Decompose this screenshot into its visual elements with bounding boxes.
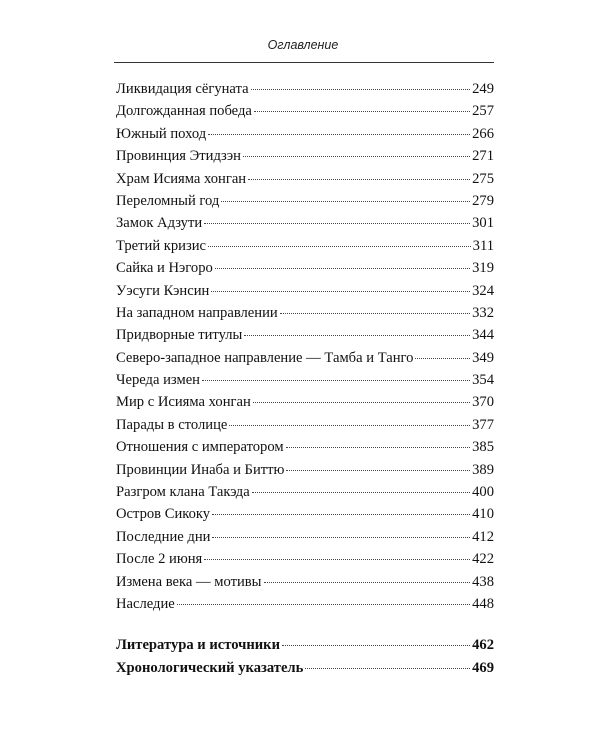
toc-entry [116,257,494,279]
dot-leader [244,334,470,336]
dot-leader [415,357,470,359]
toc-entry-title: Литература и источники [116,637,281,654]
toc-entry-title: Хронологический указатель [116,659,304,676]
toc-entry-page: 448 [472,595,494,612]
toc-entry-title: Остров Сикоку [116,506,211,523]
toc-entry [116,503,494,525]
toc-entry [116,212,494,234]
toc-entry [116,548,494,570]
dot-leader [282,644,470,646]
dot-leader [212,513,470,515]
running-header: Оглавление [267,38,339,52]
toc-entry [116,100,494,122]
toc-entry [116,414,494,436]
toc-entry-page: 400 [472,484,494,501]
toc-entry [116,481,494,503]
dot-leader [202,379,470,381]
toc-entry-page: 249 [472,81,494,97]
toc-entry-title: Разгром клана Такэда [116,484,250,501]
toc-entry-page: 422 [472,551,494,568]
dot-leader [251,88,471,90]
dot-leader [204,222,470,224]
toc-entry-page: 370 [472,394,494,411]
toc-entry-title: Провинция Этидзэн [116,148,241,165]
dot-leader [253,401,470,403]
toc-entry-title: На западном направлении [116,304,278,321]
toc-entry [116,593,494,615]
toc-entry-page: 349 [472,349,494,366]
dot-leader [286,469,470,471]
toc-entry-page: 257 [472,103,494,120]
toc-entry [116,571,494,593]
toc-entry-page: 319 [472,260,494,277]
toc-entry-title: Ликвидация сёгуната [116,81,249,97]
dot-leader [215,267,470,269]
toc-entry [116,280,494,302]
toc-entry-page: 271 [472,148,494,165]
toc-entry-title: Последние дни [116,528,211,545]
toc-entry [116,347,494,369]
toc-entry-back-matter [116,657,494,679]
toc-entry-page: 301 [472,215,494,232]
toc-entry-title: Отношения с императором [116,439,284,456]
toc-entry-title: Придворные титулы [116,327,243,344]
section-gap [116,615,494,634]
toc-entry [116,391,494,413]
toc-entry [116,78,494,100]
toc-entry-page: 275 [472,170,494,187]
toc-entry [116,168,494,190]
toc-entry-title: Сайка и Нэгоро [116,260,213,277]
dot-leader [208,133,470,135]
toc-entry-title: Замок Адзути [116,215,203,232]
toc-entry-page: 311 [472,237,494,254]
toc-entry [116,324,494,346]
dot-leader [208,245,471,247]
toc-entry [116,459,494,481]
toc-entry-page: 266 [472,125,494,142]
toc-entry-title: Северо-западное направление — Тамба и Танго [116,349,414,366]
toc-entry-page: 462 [472,637,494,654]
toc-entry [116,369,494,391]
dot-leader [264,581,471,583]
toc-entry-title: Провинции Инаба и Биттю [116,461,285,478]
dot-leader [280,312,470,314]
toc-entry-title: Переломный год [116,192,220,209]
table-of-contents [116,78,494,679]
toc-entry-page: 279 [472,192,494,209]
toc-entry-page: 410 [472,506,494,523]
dot-leader [204,558,470,560]
dot-leader [229,424,470,426]
toc-entry-title: Южный поход [116,125,207,142]
toc-entry-title: Храм Исияма хонган [116,170,247,187]
toc-entry [116,526,494,548]
dot-leader [221,200,470,202]
dot-leader [248,178,470,180]
dot-leader [305,667,470,669]
toc-entry-page: 377 [472,416,494,433]
dot-leader [177,603,470,605]
toc-entry-title: Третий кризис [116,237,207,254]
toc-entry-back-matter [116,634,494,656]
toc-entry-title: Долгожданная победа [116,103,252,120]
toc-entry-title: Уэсуги Кэнсин [116,282,210,299]
toc-entry-page: 324 [472,282,494,299]
toc-entry-page: 389 [472,461,494,478]
toc-entry-page: 412 [472,528,494,545]
dot-leader [252,491,470,493]
toc-entry-title: Наследие [116,595,175,612]
toc-entry [116,123,494,145]
toc-entry-page: 385 [472,439,494,456]
toc-entry-page: 332 [472,304,494,321]
dot-leader [254,110,470,112]
dot-leader [243,155,470,157]
toc-entry-title: Парады в столице [116,416,228,433]
header-rule [114,62,494,63]
toc-entry [116,145,494,167]
dot-leader [211,290,470,292]
toc-entry-title: Череда измен [116,372,200,389]
toc-entry-title: Мир с Исияма хонган [116,394,251,411]
toc-entry [116,235,494,257]
toc-entry-page: 354 [472,372,494,389]
toc-entry [116,436,494,458]
dot-leader [212,536,470,538]
toc-entry [116,302,494,324]
toc-entry-page: 438 [472,573,494,590]
toc-entry-page: 344 [472,327,494,344]
toc-entry-title: После 2 июня [116,551,203,568]
toc-entry-page: 469 [472,659,494,676]
toc-entry [116,190,494,212]
toc-entry-title: Измена века — мотивы [116,573,262,590]
dot-leader [286,446,471,448]
